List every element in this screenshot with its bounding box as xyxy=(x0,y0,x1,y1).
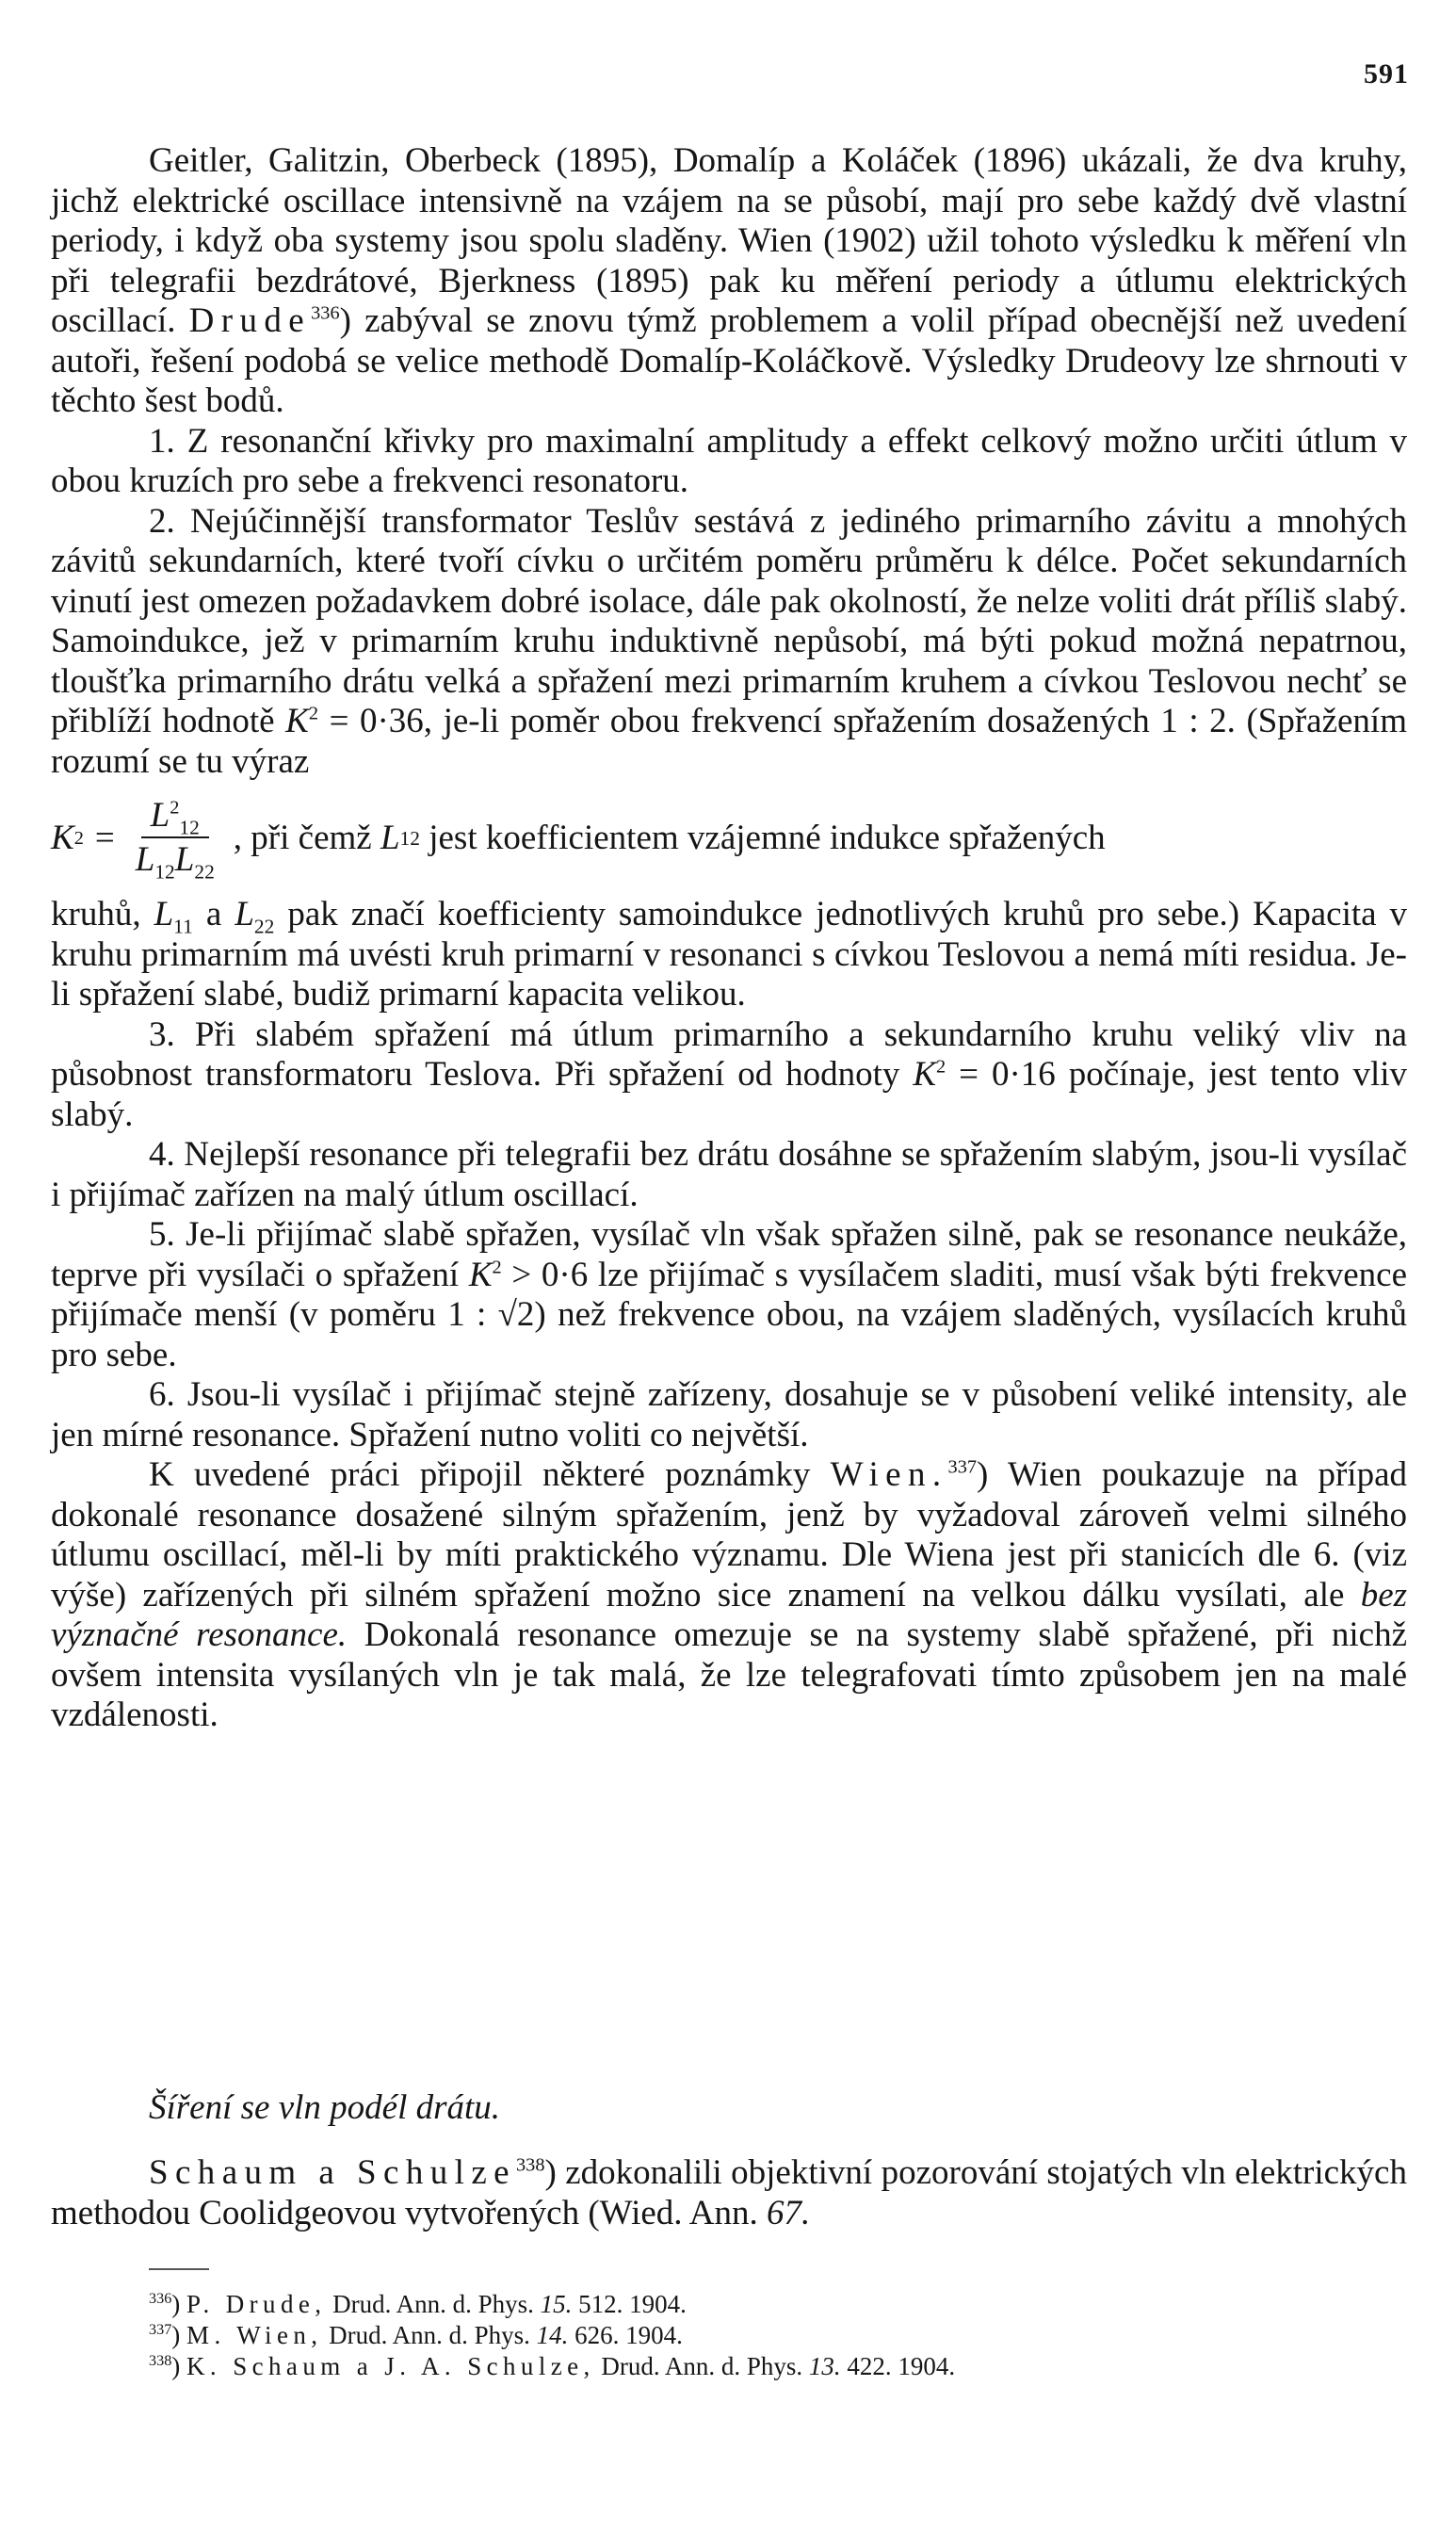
wien-text-end: Dokonalá resonance omezuje se na systemy slabě spřažené, při nichž ovšem intensita vysílaných vln je tak malá, že lze telegrafovati tímto způsobem jen na malé vzdálenosti. xyxy=(51,1615,1408,1734)
ref-337: 337 xyxy=(947,1456,978,1478)
denominator-sub1: 12 xyxy=(154,860,175,884)
author-wien: Wien. xyxy=(830,1455,948,1494)
point-2-text: 2. Nejúčinnější transformator Teslův sestává z jediného primarního závitu a mnohých závitů sekundarních, které tvoří cívku o určitém poměru průměru k délce. Počet sekundarních vinutí jest omezen požadavkem dobré isolace, dále pak okolností, že nelze voliti drát příliš slabý. Samoindukce, jež v primarním kruhu induktivně nepůsobí, má býti pokud možná nepatrnou, tloušťka primarního drátu velká a spřažení mezi primarním kruhem a cívkou Teslovou nechť se přiblíží hodnotě xyxy=(51,501,1407,740)
point-2-and: a xyxy=(205,895,222,933)
k-exponent: 2 xyxy=(308,703,319,724)
footnote-author: P. Drude, xyxy=(186,2290,327,2318)
point-3 xyxy=(51,1015,1407,1136)
denominator-l1: L xyxy=(135,840,155,879)
schaum-volume: 67. xyxy=(766,2193,811,2232)
intro-text: Geitler, Galitzin, Oberbeck (1895), Domalíp a Koláček (1896) ukázali, že dva kruhy, jichž elektrické oscillace intensivně na vzájem na se působí, mají pro sebe každý dvě vlastní periody, i když oba systemy jsou spolu sladěny. Wien (1902) užil tohoto výsledku k měření vln při telegrafii bezdrátové, Bjerkness (1895) pak ku měření periody a útlumu elektrických oscillací. xyxy=(51,141,1407,340)
formula-tail: , při čemž xyxy=(233,818,372,857)
footnote-pages: 422. 1904. xyxy=(847,2352,956,2380)
formula-tail-2: jest koefficientem vzájemné indukce spřažených xyxy=(429,818,1106,857)
numerator-exp: 2 xyxy=(170,797,180,819)
footnote-volume: 13. xyxy=(808,2352,841,2380)
footnote-338: $^{338}$) K. Schaum a J. A. Schulze, Drud. Ann. d. Phys. 13. 422. 1904. xyxy=(149,2352,956,2380)
schaum-text: ) zdokonalili objektivní pozorování stojatých vln elektrických methodou Coolidgeovou vytvořených (Wied. Ann. xyxy=(51,2153,1407,2232)
point-2-cont xyxy=(51,895,1407,1015)
formula-denominator xyxy=(126,838,224,882)
l11-sub: 11 xyxy=(173,915,193,938)
l11-symbol: L xyxy=(154,895,174,933)
k-symbol: K xyxy=(468,1255,493,1294)
point-6: 6. Jsou-li vysílač i přijímač stejně zařízeny, dosahuje se v působení veliké intensity, ale jen mírné resonance. Spřažení nutno voliti co největší. xyxy=(51,1375,1407,1454)
point-4: 4. Nejlepší resonance při telegrafii bez drátu dosáhne se spřažením slabým, jsou-li vysílač i přijímač zařízen na malý útlum oscillací. xyxy=(51,1135,1407,1214)
formula-equals: = xyxy=(94,818,115,857)
point-5 xyxy=(51,1215,1407,1375)
formula-numerator xyxy=(141,795,209,838)
point-2-kruhu: kruhů, xyxy=(51,895,141,933)
footnote-336: $^{336}$) P. Drude, Drud. Ann. d. Phys. 15. 512. 1904. xyxy=(149,2290,687,2318)
point-1: 1. Z resonanční křivky pro maximalní amplitudy a effekt celkový možno určiti útlum v obou kruzích pro sebe a frekvenci resonatoru. xyxy=(51,421,1407,500)
l12-symbol: L xyxy=(380,818,400,857)
denominator-l2: L xyxy=(174,840,195,879)
footnote-source: Drud. Ann. d. Phys. xyxy=(332,2290,534,2318)
k-exponent: 2 xyxy=(936,1056,946,1078)
footnote-pages: 512. 1904. xyxy=(578,2290,687,2318)
l22-sub: 22 xyxy=(253,915,275,938)
numerator-sub: 12 xyxy=(179,816,200,839)
point-5-text-end: > 0·6 lze přijímač s vysílačem sladiti, musí však býti frekvence přijímače menší (v poměru 1 : √2) než frekvence obou, na vzájem sladěných, vysílacích kruhů pro sebe. xyxy=(51,1255,1408,1374)
section-body xyxy=(51,2153,1407,2233)
denominator-sub2: 22 xyxy=(194,860,215,884)
point-5-text: 5. Je-li přijímač slabě spřažen, vysílač vln však spřažen silně, pak se resonance neukáže, teprve při vysílači o spřažení xyxy=(51,1215,1407,1294)
intro-text-cont: ) zabýval se znovu týmž problemem a volil případ obecnější než uvedení autoři, řešení podobá se velice methodě Domalíp-Koláčkově. Výsledky Drudeovy lze shrnouti v těchto šest bodů. xyxy=(51,301,1407,420)
point-2-k-value: = 0·36, je-li poměr obou frekvencí spřažením dosažených 1 : 2. (Spřažením rozumí se tu výraz xyxy=(51,702,1407,781)
author-schaum-schulze: Schaum a Schulze xyxy=(149,2153,516,2192)
wien-text: K uvedené práci připojil některé poznámky xyxy=(149,1455,811,1494)
l22-symbol: L xyxy=(235,895,254,933)
footnote-author: K. Schaum a J. A. Schulze, xyxy=(186,2352,595,2380)
coupling-formula: K 2 = $\frac{L^2_{12}}{L_{12}L_{22}}$ , při čemž L 12 jest koefficientem vzájemné indukce spřažených xyxy=(51,796,1106,884)
point-3-text-end: = 0·16 počínaje, jest tento vliv slabý. xyxy=(51,1055,1408,1134)
formula-k: K xyxy=(51,818,74,857)
footnote-mark: 337 xyxy=(149,2321,172,2338)
footnote-volume: 14. xyxy=(536,2321,569,2349)
ref-338: 338 xyxy=(515,2154,545,2176)
point-2-text-end: pak značí koefficienty samoindukce jednotlivých kruhů pro sebe.) Kapacita v kruhu primarním má uvésti kruh primarní v resonanci s cívkou Teslovou a nemá míti residua. Je-li spřažení slabé, budiž primarní kapacita velikou. xyxy=(51,895,1408,1014)
k-exponent: 2 xyxy=(492,1257,502,1278)
schaum-paragraph xyxy=(51,2153,1407,2233)
formula-fraction xyxy=(126,795,224,882)
ref-336: 336 xyxy=(311,302,340,324)
footnote-pages: 626. 1904. xyxy=(574,2321,683,2349)
page-number: 591 xyxy=(1364,58,1409,89)
author-drude: Drude xyxy=(188,301,312,340)
footnote-volume: 15. xyxy=(540,2290,573,2318)
wien-paragraph xyxy=(51,1455,1407,1736)
main-text xyxy=(51,141,1407,1736)
footnotes xyxy=(149,2289,1373,2382)
wien-italic-phrase: bez význačné resonance. xyxy=(51,1575,1408,1654)
section-title: Šíření se vln podél drátu. xyxy=(149,2088,501,2127)
intro-paragraph xyxy=(51,141,1407,422)
k-symbol: K xyxy=(913,1055,937,1094)
footnote-author: M. Wien, xyxy=(186,2321,323,2349)
footnote-source: Drud. Ann. d. Phys. xyxy=(329,2321,530,2349)
k-symbol: K xyxy=(285,702,309,740)
footnote-mark: 338 xyxy=(149,2352,172,2369)
footnote-mark: 336 xyxy=(149,2290,172,2307)
footnote-divider xyxy=(149,2268,209,2270)
point-3-text: 3. Při slabém spřažení má útlum primarního a sekundarního kruhu veliký vliv na působnost transformatoru Teslova. Při spřažení od hodnoty xyxy=(51,1014,1407,1094)
point-2 xyxy=(51,502,1407,783)
numerator-l: L xyxy=(150,796,170,835)
footnote-337: $^{337}$) M. Wien, Drud. Ann. d. Phys. 14. 626. 1904. xyxy=(149,2321,683,2349)
footnote-source: Drud. Ann. d. Phys. xyxy=(601,2352,803,2380)
wien-text-cont: ) Wien poukazuje na případ dokonalé resonance dosažené silným spřažením, jenž by vyžadoval zároveň velmi silného útlumu oscillací, měl-li by míti praktického významu. Dle Wiena jest při stanicích dle 6. (viz výše) zařízených při silném spřažení možno sice znamení na velkou dálku vysílati, ale xyxy=(51,1455,1407,1615)
